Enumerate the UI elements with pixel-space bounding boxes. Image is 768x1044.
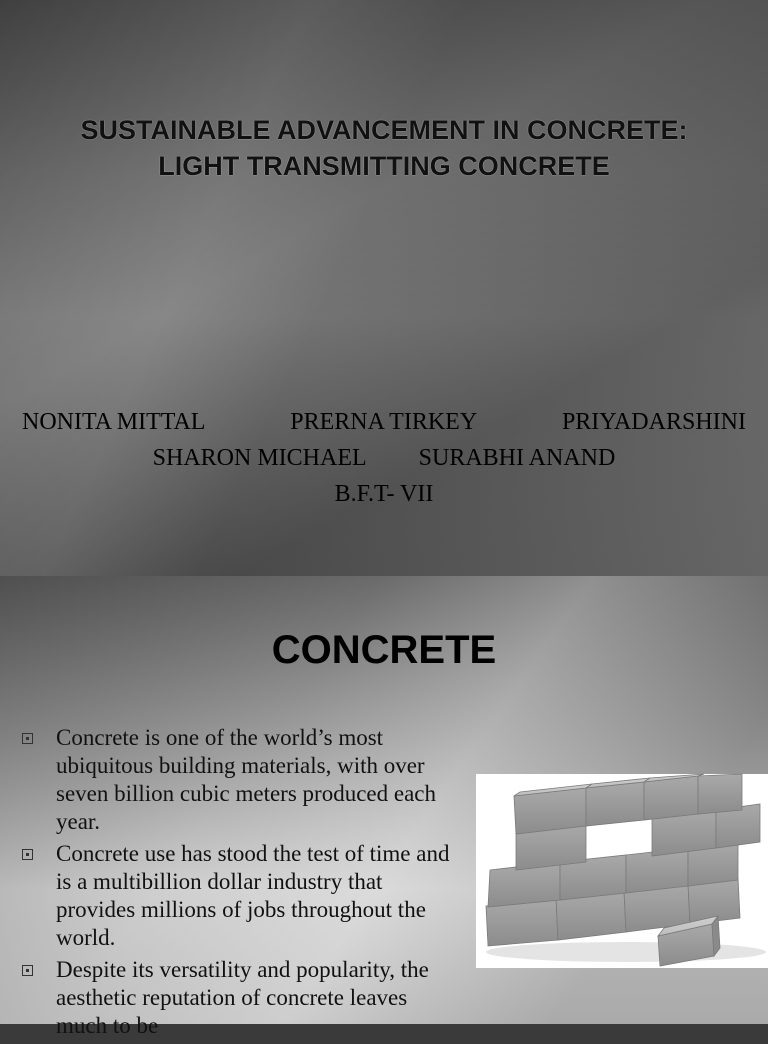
author-4: SHARON MICHAEL	[152, 445, 367, 471]
square-bullet-icon	[22, 849, 33, 860]
author-3: PRIYADARSHINI	[561, 409, 746, 435]
title-line-1: SUSTAINABLE ADVANCEMENT IN CONCRETE:	[80, 115, 688, 145]
square-bullet-icon	[22, 733, 33, 744]
list-item	[18, 956, 458, 1040]
concrete-slide	[0, 576, 768, 1038]
author-2: PRERNA TIRKEY	[290, 409, 478, 435]
class-label: B.F.T- VII	[334, 481, 434, 507]
author-1: NONITA MITTAL	[22, 409, 206, 435]
bullet-list	[18, 724, 458, 1044]
square-bullet-icon	[22, 965, 33, 976]
title-line-2: LIGHT TRANSMITTING CONCRETE	[158, 151, 610, 181]
author-5: SURABHI ANAND	[418, 445, 616, 471]
bullet-text: Concrete use has stood the test of time and is a multibillion dollar industry that provides millions of jobs throughout the world.	[56, 841, 450, 950]
bullet-text: Concrete is one of the world’s most ubiquitous building materials, with over seven billion cubic meters produced each year.	[56, 725, 436, 834]
slide-title	[0, 112, 768, 184]
slide-heading: CONCRETE	[271, 628, 497, 672]
list-item	[18, 840, 458, 952]
concrete-block-wall-image	[476, 774, 768, 968]
bullet-text: Despite its versatility and popularity, the aesthetic reputation of concrete leaves much to be	[56, 957, 429, 1038]
authors-block	[0, 404, 768, 512]
list-item	[18, 724, 458, 836]
